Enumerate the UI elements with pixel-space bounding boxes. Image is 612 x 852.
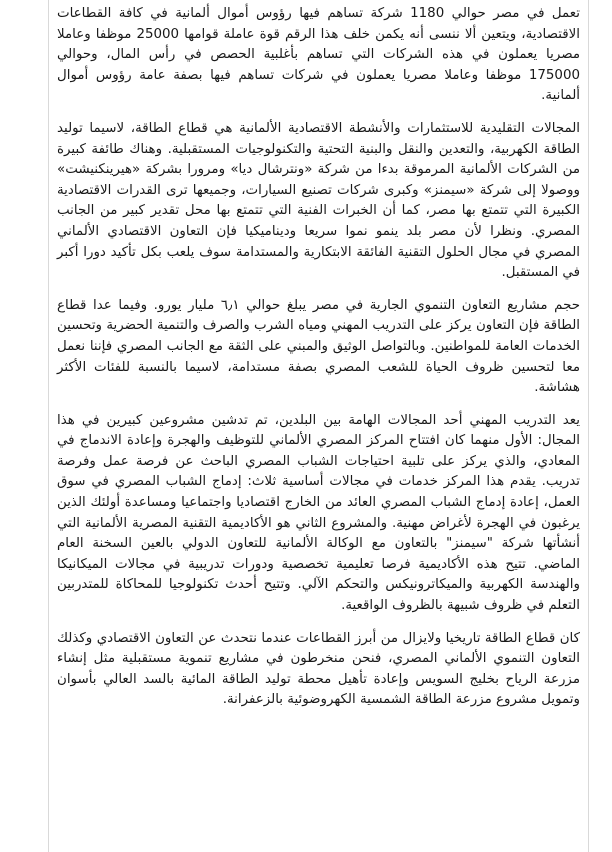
paragraph-energy-sector: كان قطاع الطاقة تاريخيا ولايزال من أبرز القطاعات عندما نتحدث عن التعاون الاقتصادي وكذلك التعاون التنموي الألماني المصري، فنحن منخرطون في مشاريع تنموية مستقبلية مثل إنشاء مزرعة الرياح بخليج السويس وإعادة تأهيل محطة توليد الطاقة المائية بالسد العالي بأسوان وتمويل مشروع مزرعة الطاقة الشمسية الكهروضوئية بالزعفرانة.	[57, 630, 580, 708]
paragraph-vocational-training: يعد التدريب المهني أحد المجالات الهامة بين البلدين، تم تدشين مشروعين كبيرين في هذا المجال: الأول منهما كان افتتاح المركز المصري الألماني للتوظيف والهجرة وإعادة الاندماج في المعادي، والذي يركز على تلبية احتياجات الشباب المصري الباحث عن فرصة عمل وفرصة تدريب. يقدم هذا المركز خدمات في مجالات أساسية ثلاث: إدماج الشباب المصري في سوق العمل، إعادة إدماج الشباب المصري العائد من الخارج اقتصاديا واجتماعيا ومساعدة أولئك الذين يرغبون في الهجرة لأغراض مهنية. والمشروع الثاني هو الأكاديمية التقنية المصرية الألمانية التي أنشأتها شركة "سيمنز" بالتعاون مع الوكالة الألمانية للتعاون الدولي بالعين السخنة العام الماضي. تتيح هذه الأكاديمية فرصا تعليمية تخصصية ودورات تدريبية في مجالات الميكانيكا والهندسة الكهربية والميكاترونيكس والتحكم الآلي. وتتيح أحدث تكنولوجيا للمحاكاة للمتدربين التعلم في ظروف شبيهة بالظروف الواقعية.	[57, 412, 580, 614]
paragraph-traditional-investment-fields: المجالات التقليدية للاستثمارات والأنشطة الاقتصادية الألمانية هي قطاع الطاقة، لاسيما توليد الطاقة الكهربية، والتعدين والنقل والبنية التحتية والتكنولوجيات المستقبلية. وهناك طائفة كبيرة من الشركات الألمانية المرموقة بدءا من شركة «ونترشال ديا» ومرورا بشركة «هيرينكنيشت» ووصولا إلى شركة «سيمنز» وكبرى شركات تصنيع السيارات، وجميعها ترى القدرات الاقتصادية الكبيرة التي تتمتع بها مصر، كما أن الخبرات الفنية التي تتمتع بها محل تقدير كبير من الجانب المصري. ونظرا لأن مصر بلد ينمو نموا سريعا وديناميكيا فإن التعاون الاقتصادي الألماني المصري في مجال الحلول التقنية الفائقة الابتكارية والمستدامة سوف يلعب بكل تأكيد دورا أكبر في المستقبل.	[57, 120, 580, 281]
paragraph-german-companies-in-egypt: تعمل في مصر حوالي 1180 شركة تساهم فيها رؤوس أموال ألمانية في كافة القطاعات الاقتصادية، ويتعين ألا ننسى أنه يكمن خلف هذا الرقم قوة عاملة قوامها 25000 موظفا وعاملا مصريا يعملون في هذه الشركات التي تساهم بأغلبية الحصص في رأس المال، وحوالي 175000 موظفا وعاملا مصريا يعملون في شركات تساهم فيها بصفة عامة رؤوس أموال ألمانية.	[57, 6, 580, 104]
article-body	[48, 0, 589, 852]
paragraph-development-cooperation-volume: حجم مشاريع التعاون التنموي الجارية في مصر يبلغ حوالي ٦٫١ مليار يورو. وفيما عدا قطاع الطاقة فإن التعاون يركز على التدريب المهني ومياه الشرب والصرف والتنمية الحضرية وتحسين الخدمات العامة للمواطنين. وبالتواصل الوثيق والمبني على الثقة مع الجانب المصري فإننا نعمل معا لتحسين ظروف الحياة للشعب المصري بصفة مستدامة، لاسيما بالنسبة للفئات الأكثر هشاشة.	[57, 297, 580, 396]
